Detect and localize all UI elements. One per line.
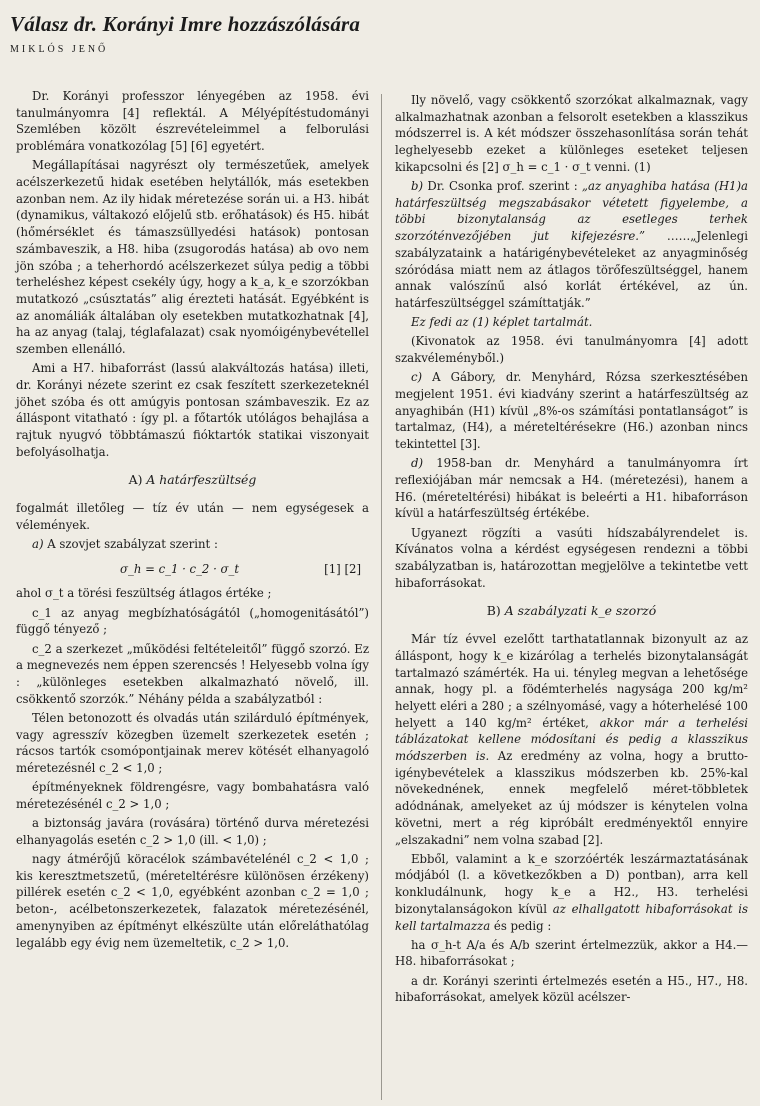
section-heading-a [16,472,369,489]
section-heading-b [395,603,748,620]
paragraph: ha σ_h-t A/a és A/b szerint értelmezzük, akkor a H4.—H8. hibaforrásokat ; [395,937,748,969]
paragraph: Dr. Korányi professzor lényegében az 1958. évi tanulmányomra [4] reflektál. A Mélyépítéstudományi Szemlében közölt észrevételeimmel a felborulási problémára vonatkozólag [5] [6] egyetért. [16,89,369,154]
paragraph: fogalmát illetőleg — tíz év után — nem egységesek a vélemények. [16,501,369,532]
text-span: Az eredmény az volna, hogy a brutto-igénybevételek a klasszikus módszerben kb. 25%-kal növekednének, ennek megfelelő méret-többletek adódnának, amelyeket az új módszer is kénytelen volna követni, mert a rég kipróbált eredményektől ennyire „elszakadni” nem volna szabad [2]. [395,749,748,847]
paragraph [395,631,748,848]
paragraph: Megállapításai nagyrészt oly természetűek, amelyek acélszerkezetű hidak esetében helytállók, más esetekben azonban nem. Az ily hidak méretezése során ui. a H3. hibát (dynamikus, váltakozó előjelű stb. erőhatások) és H5. hibát (hőmérséklet és támaszsüllyedési hatások) pontosan számbaveszik, a H8. hiba (zsugorodás hatása) ab ovo nem jön szóba ; a teherhordó acélszerkezet súlya pedig a többi terheléshez képest csekély úgy, hogy a k_a, k_e szorzókban mutatkozó „csúsztatás” alig érezteti hatását. Egyébként is az anomáliák általában oly esetekben mutatkozhatnak [4], ha az anyag (talaj, téglafalazat) csak nyomóigénybevétellel szemben ellenálló. [16,158,369,357]
paragraph: a biztonság javára (rovására) történő durva méretezési elhanyagolás esetén c_2 > 1,0 (ill. < 1,0) ; [16,816,369,847]
paragraph [395,178,748,312]
text-span: Ebből, valamint a k_e szorzóérték leszármaztatásának módjából (l. a következőkben a D) pontban), arra kell konkludálnunk, hogy k_e a H2., H3. terhelési bizonytalanságokon kívül [395,851,748,916]
text-span: és pedig : [493,918,552,933]
emphasis: Ez fedi az (1) képlet tartalmát. [411,315,593,330]
paragraph [395,369,748,453]
paragraph [395,851,748,935]
formula-reference: [1] [2] [324,561,361,576]
left-column [16,88,369,954]
paragraph [395,314,748,331]
paragraph [16,536,369,553]
quote-italic: „az anyaghiba hatása (H1)a határfeszültség megszabásakor vétetett figyelembe, a többi bizonytalanság az esetleges terhek szorzóténvezőjében jut kifejezésre.” [395,179,749,244]
paragraph: építményeknek földrengésre, vagy bombahatásra való méretezésénél c_2 > 1,0 ; [16,780,369,811]
emphasis: az elhallgatott hibaforrásokat is kell tartalmazza [395,901,748,933]
paragraph: Télen betonozott és olvadás után szilárduló építmények, vagy agresszív közegben üzemelt szerkezetek esetén ; rácsos tartók csomópontjainak merev kötését elhanyagoló méretezésnél c_2 < 1,0 ; [16,710,369,776]
paragraph: (Kivonatok az 1958. évi tanulmányomra [4] adott szakvéleményből.) [395,334,748,366]
formula: σ_h = c_1 · c_2 · σ_t [120,561,240,576]
paragraph: c_1 az anyag megbízhatóságától („homogenitásától”) függő tényező ; [16,605,369,637]
text-span: A Gábory, dr. Menyhárd, Rózsa szerkesztésében megjelent 1951. évi kiadvány szerint a határfeszültség az anyaghibán (H1) kívül „8%-os számítási pontatlanságot” is tartalmaz, (H4), a méreteltérésekre (H6.) azonban nincs tekintettel [3]. [395,370,748,452]
author-name: MIKLÓS JENŐ [10,44,109,55]
paragraph: Ugyanezt rögzíti a vasúti hídszabályrendelet is. Kívánatos volna a kérdést egységesen rendezni a többi szabályzatban is, határozottan megjelölve a tekintetbe vett hibaforrásokat. [395,525,748,590]
text-span: Dr. Csonka prof. szerint : [427,179,578,194]
paragraph: nagy átmérőjű köracélok számbavételénél c_2 < 1,0 ; kis keresztmetszetű, (méreteltérésre különösen érzékeny) pillérek esetén c_2 < 1,0, egyébként azonban c_2 = 1,0 ; beton-, acélbetonszerkezetek, falazatok méretezésénél, amenynyiben az építményt elkészülte után előreláthatólag legalább egy évig nem üzemeltetik, c_2 > 1,0. [16,852,369,950]
paragraph [395,455,748,522]
paragraph: a dr. Korányi szerinti értelmezés esetén a H5., H7., H8. hibaforrásokat, amelyek közül acélszer- [395,973,748,1005]
section-heading-prefix: B) [486,603,501,619]
list-prefix: d) [411,456,424,471]
column-divider [381,94,382,1100]
paragraph: Ily növelő, vagy csökkentő szorzókat alkalmaznak, vagy alkalmazhatnak azonban a felsorolt esetekben a klasszikus módszerrel is. A két módszer összehasonlítása során tehát leghelyesebb ezeket a különleges eseteket teljesen kikapcsolni és [2] σ_h = c_1 · σ_t venni. (1) [395,93,748,174]
paragraph: c_2 a szerkezet „működési feltételeitől” függő szorzó. Ez a megnevezés nem éppen szerencsés ! Helyesebb volna így : „különleges esetekben alkalmazható növelő, ill. csökkentő szorzók.” Néhány példa a szabályzatból : [16,641,369,706]
list-prefix: b) [411,179,424,194]
emphasis: akkor már a terhelési táblázatokat kellene módosítani és pedig a klasszikus módszerben is. [395,715,749,764]
section-heading-prefix: A) [128,472,143,488]
right-column [395,92,748,1009]
section-heading-text: A határfeszültség [146,472,257,488]
formula-row [16,561,369,578]
text-span: 1958-ban dr. Menyhárd a tanulmányomra írt reflexiójában már nemcsak a H4. (méretezési), hanem a H6. (méreteltérési) hibákat is beleérti a H1. hibaforráson kívül a határfeszültség értékébe. [395,456,748,521]
text-span: Már tíz évvel ezelőtt tarthatatlannak bizonyult az az álláspont, hogy k_e kizárólag a terhelés bizonytalanságát tartalmazó számérték. Ha ui. tényleg megvan a lehetősége annak, hogy pl. a födémterhelés nagysága 200 kg/m² helyett eléri a 280 ; a szélnyomásé, vagy a hóterhelésé 100 helyett a 140 kg/m² értéket, [395,632,748,730]
paragraph: ahol σ_t a törési feszültség átlagos értéke ; [16,586,272,601]
text-span: ……„Jelenlegi szabályzataink a határigénybevételeket az anyagminőség szóródása miatt nem az átlagos törőfeszültséggel, hanem annak valószínű alsó korlát értékével, az ún. határfeszültséggel számíttatják.” [395,229,748,310]
list-text: A szovjet szabályzat szerint : [47,537,218,552]
paragraph: Ami a H7. hibaforrást (lassú alakváltozás hatása) illeti, dr. Korányi nézete szerint ez csak feszített szerkezeteknél jöhet szóba és ott amúgyis pontosan számbaveszik. Ez az álláspont vitatható : így pl. a főtartók utólágos behajlása a rajtuk nyugvó többtámaszú fióktartók statikai viszonyait befolyásolhatja. [16,361,369,459]
section-heading-text: A szabályzati k_e szorzó [504,603,657,619]
article-title: Válasz dr. Korányi Imre hozzászólására [10,12,361,36]
list-prefix: c) [411,370,423,385]
list-prefix: a) [32,537,44,552]
